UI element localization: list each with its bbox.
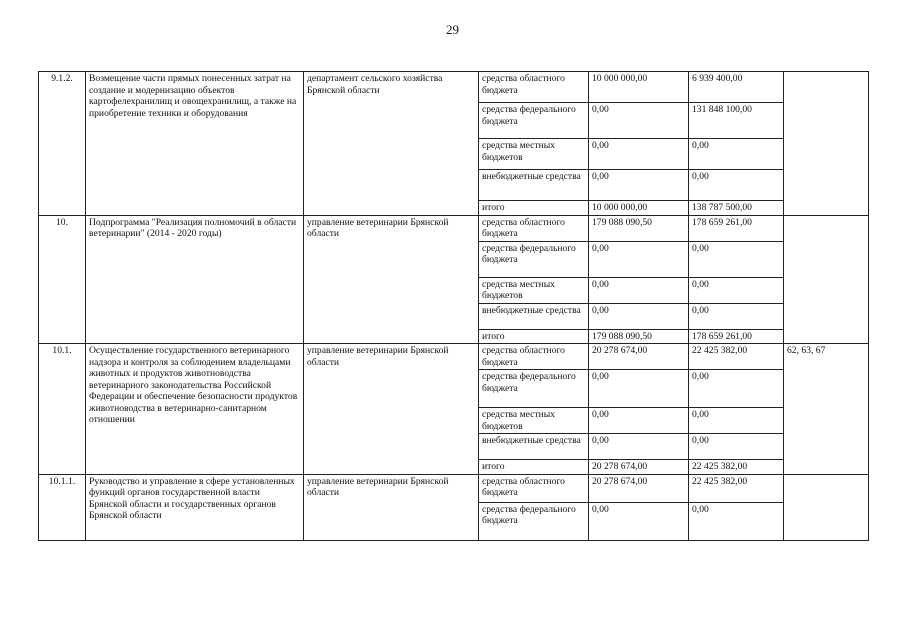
amount-cell: 22 425 382,00 <box>689 460 784 475</box>
amount-cell: 0,00 <box>589 170 689 201</box>
funding-source-cell: средства местных бюджетов <box>479 139 589 170</box>
funding-source-cell: внебюджетные средства <box>479 170 589 201</box>
amount-cell: 0,00 <box>689 241 784 277</box>
amount-cell: 10 000 000,00 <box>589 72 689 103</box>
amount-cell: 6 939 400,00 <box>689 72 784 103</box>
item-number-cell: 10.1.1. <box>39 474 86 540</box>
amount-cell: 0,00 <box>689 408 784 434</box>
amount-cell: 0,00 <box>689 170 784 201</box>
table-row <box>39 215 869 241</box>
item-name-cell: Подпрограмма "Реализация полномочий в области ветеринарии" (2014 - 2020 годы) <box>86 215 304 344</box>
funding-source-cell: итого <box>479 329 589 344</box>
executor-cell: управление ветеринарии Брянской области <box>304 344 479 475</box>
page-number: 29 <box>446 22 459 37</box>
funding-source-cell: итого <box>479 460 589 475</box>
amount-cell: 0,00 <box>589 370 689 408</box>
funding-source-cell: средства федерального бюджета <box>479 370 589 408</box>
executor-cell: департамент сельского хозяйства Брянской области <box>304 72 479 216</box>
item-number-cell: 10. <box>39 215 86 344</box>
amount-cell: 0,00 <box>689 434 784 460</box>
amount-cell: 0,00 <box>589 434 689 460</box>
amount-cell: 0,00 <box>589 139 689 170</box>
executor-cell: управление ветеринарии Брянской области <box>304 474 479 540</box>
amount-cell: 179 088 090,50 <box>589 215 689 241</box>
funding-source-cell: итого <box>479 201 589 216</box>
item-name-cell: Возмещение части прямых понесенных затрат на создание и модернизацию объектов картофелехранилищ и овощехранилищ, а также на приобретение техники и оборудования <box>86 72 304 216</box>
amount-cell: 138 787 500,00 <box>689 201 784 216</box>
item-name-cell: Руководство и управление в сфере установленных функций органов государственной власти Брянской области и государственных органов Брянской области <box>86 474 304 540</box>
amount-cell: 0,00 <box>589 502 689 540</box>
amount-cell: 0,00 <box>689 370 784 408</box>
indicators-cell <box>784 474 869 540</box>
item-number-cell: 10.1. <box>39 344 86 475</box>
item-number-cell: 9.1.2. <box>39 72 86 216</box>
amount-cell: 20 278 674,00 <box>589 460 689 475</box>
amount-cell: 0,00 <box>589 303 689 329</box>
funding-source-cell: средства областного бюджета <box>479 344 589 370</box>
amount-cell: 0,00 <box>589 408 689 434</box>
amount-cell: 0,00 <box>689 303 784 329</box>
funding-source-cell: средства местных бюджетов <box>479 408 589 434</box>
indicators-cell: 62, 63, 67 <box>784 344 869 475</box>
amount-cell: 0,00 <box>589 103 689 139</box>
amount-cell: 131 848 100,00 <box>689 103 784 139</box>
item-name-cell: Осуществление государственного ветеринарного надзора и контроля за соблюдением владельцами животных и продуктов животноводства ветеринарного законодательства Российской Федерации и обеспечение безопасности продуктов животноводства в ветеринарно-санитарном отношении <box>86 344 304 475</box>
amount-cell: 22 425 382,00 <box>689 344 784 370</box>
funding-source-cell: средства областного бюджета <box>479 474 589 502</box>
table-row <box>39 344 869 370</box>
funding-source-cell: средства федерального бюджета <box>479 241 589 277</box>
amount-cell: 0,00 <box>589 241 689 277</box>
table-row <box>39 72 869 103</box>
amount-cell: 178 659 261,00 <box>689 329 784 344</box>
amount-cell: 0,00 <box>589 277 689 303</box>
table-body <box>39 72 869 541</box>
amount-cell: 22 425 382,00 <box>689 474 784 502</box>
table-row <box>39 474 869 502</box>
funding-source-cell: внебюджетные средства <box>479 434 589 460</box>
amount-cell: 10 000 000,00 <box>589 201 689 216</box>
amount-cell: 0,00 <box>689 277 784 303</box>
funding-source-cell: средства областного бюджета <box>479 215 589 241</box>
funding-source-cell: средства областного бюджета <box>479 72 589 103</box>
funding-source-cell: средства федерального бюджета <box>479 502 589 540</box>
funding-source-cell: средства федерального бюджета <box>479 103 589 139</box>
amount-cell: 178 659 261,00 <box>689 215 784 241</box>
indicators-cell <box>784 215 869 344</box>
amount-cell: 0,00 <box>689 139 784 170</box>
executor-cell: управление ветеринарии Брянской области <box>304 215 479 344</box>
program-funding-table <box>38 71 869 541</box>
funding-source-cell: средства местных бюджетов <box>479 277 589 303</box>
amount-cell: 20 278 674,00 <box>589 474 689 502</box>
amount-cell: 0,00 <box>689 502 784 540</box>
funding-source-cell: внебюджетные средства <box>479 303 589 329</box>
indicators-cell <box>784 72 869 216</box>
amount-cell: 179 088 090,50 <box>589 329 689 344</box>
amount-cell: 20 278 674,00 <box>589 344 689 370</box>
